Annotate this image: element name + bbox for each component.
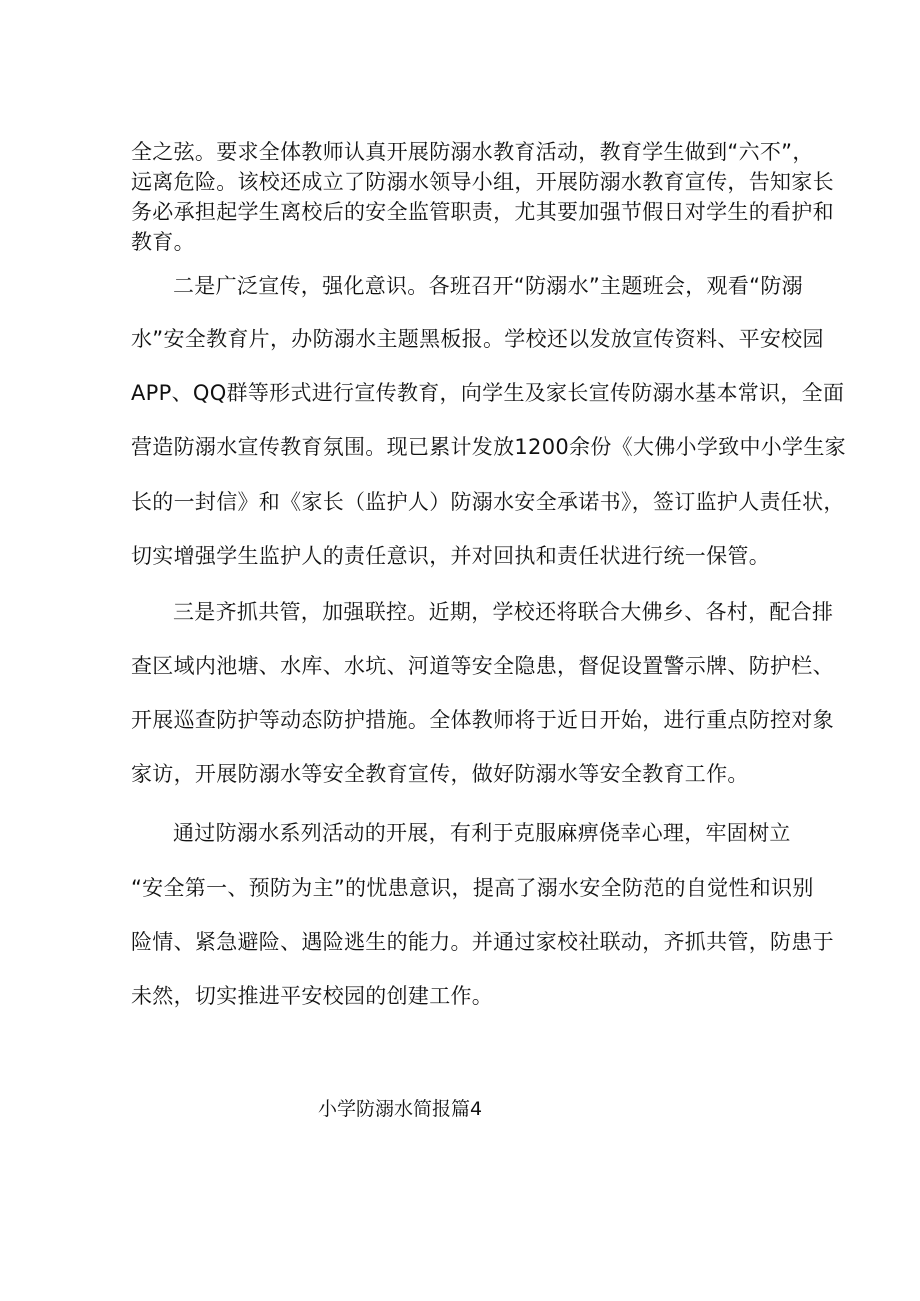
- text-line: 险情、紧急避险、遇险逃生的能力。并通过家校社联动，齐抓共管，防患于: [131, 930, 834, 954]
- text-line: 家访，开展防溺水等安全教育宣传，做好防溺水等安全教育工作。: [131, 762, 749, 786]
- text-line: 切实增强学生监护人的责任意识，并对回执和责任状进行统一保管。: [131, 544, 770, 568]
- text-line: 未然，切实推进平安校园的创建工作。: [131, 984, 494, 1008]
- text-line: 通过防溺水系列活动的开展，有利于克服麻痹侥幸心理，牢固树立: [173, 821, 791, 845]
- text-line: 务必承担起学生离校后的安全监管职责，尤其要加强节假日对学生的看护和: [131, 200, 834, 224]
- text-line: 远离危险。该校还成立了防溺水领导小组，开展防溺水教育宣传，告知家长: [131, 170, 834, 194]
- text-line: 营造防溺水宣传教育氛围。现已累计发放1200余份《大佛小学致中小学生家: [131, 435, 846, 459]
- text-line: 开展巡查防护等动态防护措施。全体教师将于近日开始，进行重点防控对象: [131, 708, 834, 732]
- text-line: APP、QQ群等形式进行宣传教育，向学生及家长宣传防溺水基本常识，全面: [131, 381, 845, 405]
- text-line: 二是广泛宣传，强化意识。各班召开“防溺水”主题班会，观看“防溺: [173, 274, 803, 298]
- text-line: 全之弦。要求全体教师认真开展防溺水教育活动，教育学生做到“六不”，: [131, 140, 814, 164]
- text-line: 长的一封信》和《家长（监护人）防溺水安全承诺书》，签订监护人责任状，: [131, 490, 845, 514]
- text-line: 三是齐抓共管，加强联控。近期，学校还将联合大佛乡、各村，配合排: [173, 600, 834, 624]
- section-title: 小学防溺水简报篇4: [318, 1098, 483, 1120]
- text-line: 水”安全教育片，办防溺水主题黑板报。学校还以发放宣传资料、平安校园: [131, 327, 824, 351]
- text-line: 教育。: [131, 230, 195, 254]
- text-line: “安全第一、预防为主”的忧患意识，提高了溺水安全防范的自觉性和识别: [131, 876, 814, 900]
- text-line: 查区域内池塘、水库、水坑、河道等安全隐患，督促设置警示牌、防护栏、: [131, 654, 834, 678]
